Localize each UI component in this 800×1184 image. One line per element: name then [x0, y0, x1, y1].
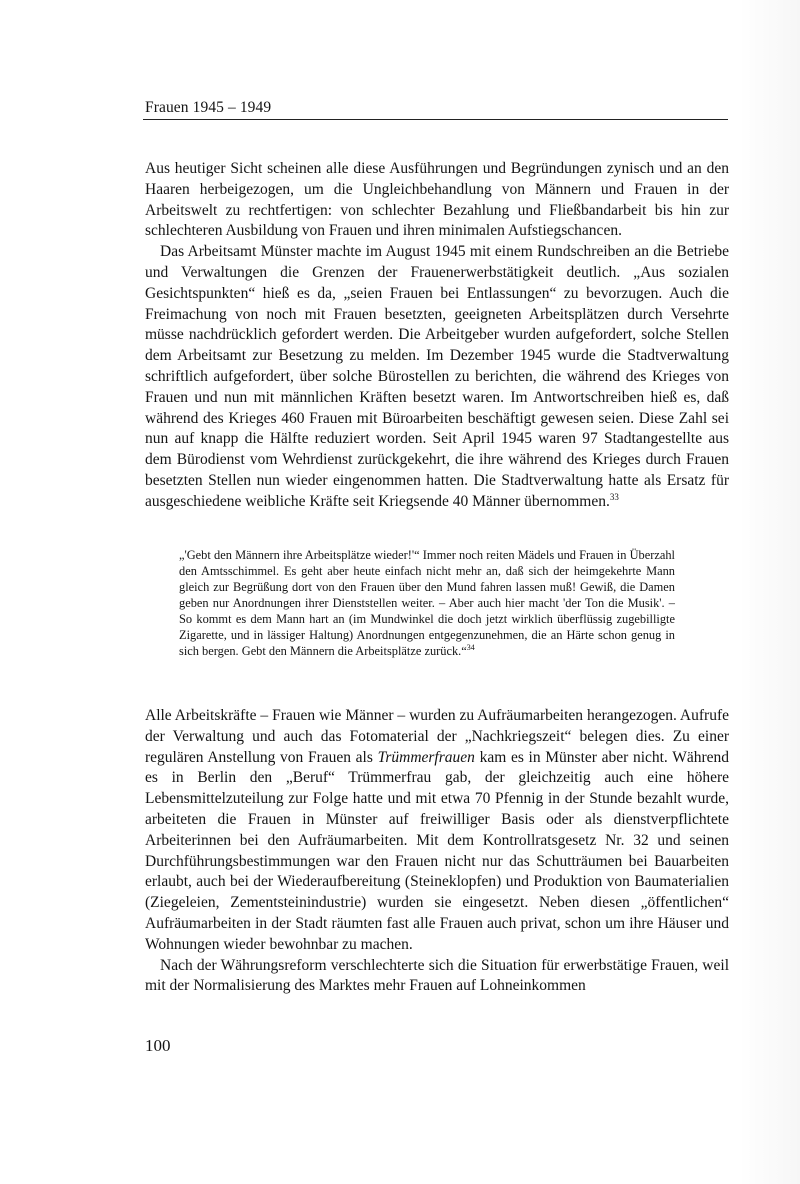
footnote-marker: 33: [609, 491, 619, 502]
header-rule: [143, 119, 728, 120]
paragraph: [145, 956, 729, 998]
paragraph-text: Nach der Währungsreform verschlechterte sich die Situation für erwerbstätige Frauen, weil mit der Normalisierung des Marktes mehr Frauen auf Lohneinkommen: [145, 956, 729, 995]
emphasized-term: Trümmerfrauen: [377, 748, 475, 766]
quote-text: „'Gebt den Männern ihre Arbeitsplätze wieder!'“ Immer noch reiten Mädels und Frauen in Überzahl den Amtsschimmel. Es geht aber heute einfach nicht mehr an, daß sich der heimgekehrte Mann gleich zur Begrüßung dort von den Frauen über den Mund fahren lassen muß! Gewiß, die Damen geben nur Anordnungen ihrer Dienststellen weiter. – Aber auch hier macht 'der Ton die Musik'. – So kommt es dem Mann hart an (im Mundwinkel die doch jetzt wirklich überflüssig zugebilligte Zigarette, und in lässiger Haltung) Anordnungen entgegenzunehmen, die an Härte schon genug in sich bergen. Gebt den Männern die Arbeitsplätze zurück.“: [179, 548, 675, 658]
body-text-block: [145, 706, 729, 997]
footnote-marker: 34: [466, 642, 475, 652]
block-quote: [179, 547, 675, 659]
quote-paragraph: [179, 547, 675, 659]
paragraph: [145, 242, 729, 512]
paragraph-text: Das Arbeitsamt Münster machte im August 1945 mit einem Rundschreiben an die Betriebe und Verwaltungen die Grenzen der Frauenerwerbstätigkeit deutlich. „Aus sozialen Gesichtspunkten“ hieß es da, „seien Frauen bei Entlassungen“ zu bevorzugen. Auch die Freimachung von noch mit Frauen besetzten, geeigneten Arbeitsplätzen durch Versehrte müsse nachdrücklich gefordert werden. Die Arbeitgeber wurden aufgefordert, solche Stellen dem Arbeitsamt zur Besetzung zu melden. Im Dezember 1945 wurde die Stadtverwaltung schriftlich aufgefordert, über solche Bürostellen zu berichten, die während des Krieges von Frauen und nun mit männlichen Kräften besetzt waren. Im Antwortschreiben hieß es, daß während des Krieges 460 Frauen mit Büroarbeiten beschäftigt gewesen seien. Diese Zahl sei nun auf knapp die Hälfte reduziert worden. Seit April 1945 waren 97 Stadtangestellte aus dem Bürodienst vom Wehrdienst zurückgekehrt, die ihre während des Krieges durch Frauen besetzten Stellen nun wieder eingenommen hatten. Die Stadtverwaltung hatte als Ersatz für ausgeschiedene weibliche Kräfte seit Kriegsende 40 Männer übernommen.: [145, 243, 729, 510]
paragraph-text: kam es in Münster aber nicht. Während es in Berlin den „Beruf“ Trümmerfrau gab, der gleichzeitig auch eine höhere Lebensmittelzuteilung zur Folge hatte und mit etwa 70 Pfennig in der Stunde bezahlt wurde, arbeiteten die Frauen in Münster auf freiwilliger Basis oder als dienstverpflichtete Arbeiterinnen bei den Aufräumarbeiten. Mit dem Kontrollratsgesetz Nr. 32 und seinen Durchführungsbestimmungen war den Frauen nicht nur das Schutträumen bei Bauarbeiten erlaubt, auch bei der Wiederaufbereitung (Steineklopfen) und Produktion von Baumaterialien (Ziegeleien, Zementsteinindustrie) wurden sie eingesetzt. Neben diesen „öffentlichen“ Aufräumarbeiten in der Stadt räumten fast alle Frauen auch privat, schon um ihre Häuser und Wohnungen wieder bewohnbar zu machen.: [145, 748, 730, 953]
running-head: Frauen 1945 – 1949: [145, 99, 272, 116]
paragraph: [145, 159, 729, 242]
paragraph-text: Alle Arbeitskräfte – Frauen wie Männer – wurden zu Aufräumarbeiten herangezogen. Aufrufe der Verwaltung und auch das Fotomaterial der „Nachkriegszeit“ belegen dies. Zu einer regulären Anstellung von Frauen als: [145, 707, 729, 766]
body-text-block: [145, 159, 729, 513]
page-number: 100: [145, 1036, 171, 1055]
paragraph: [145, 706, 729, 956]
scan-edge-shadow: [738, 0, 800, 1184]
paragraph-text: Aus heutiger Sicht scheinen alle diese Ausführungen und Begründungen zynisch und an den Haaren herbeigezogen, um die Ungleichbehandlung von Männern und Frauen in der Arbeitswelt zu rechtfertigen: von schlechter Bezahlung und Fließbandarbeit bis hin zur schlechteren Ausbildung von Frauen und ihren minimalen Aufstiegschancen.: [145, 160, 729, 240]
